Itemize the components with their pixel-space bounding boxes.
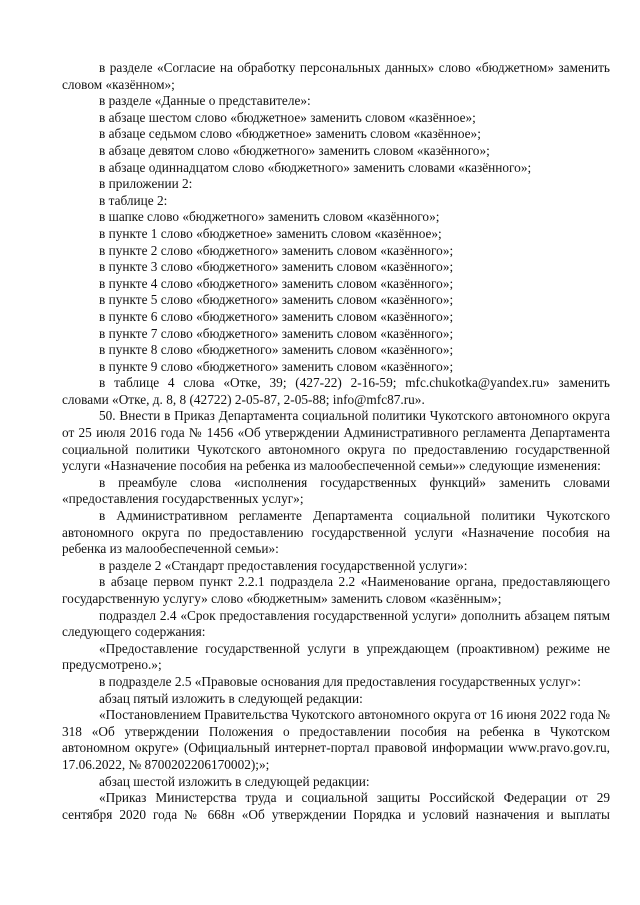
text-paragraph: «Приказ Министерства труда и социальной защиты Российской Федерации от 29 сентября 2020 года № 668н «Об утверждении Порядка и условий назначения и выплаты [62,790,610,822]
text-paragraph: в пункте 3 слово «бюджетного» заменить словом «казённого»; [99,259,454,275]
text-paragraph: «Предоставление государственной услуги в упреждающем (проактивном) режиме не предусмотрено.»; [62,640,610,673]
text-paragraph: в пункте 9 слово «бюджетного» заменить словом «казённого»; [99,358,454,374]
document-page [62,60,610,823]
text-paragraph: в пункте 5 слово «бюджетного» заменить словом «казённого»; [99,292,454,308]
text-paragraph: в абзаце первом пункт 2.2.1 подраздела 2.2 «Наименование органа, предоставляющего государственную услугу» слово «бюджетным» заменить словом «казённым»; [62,574,610,606]
text-paragraph: в абзаце шестом слово «бюджетное» заменить словом «казённое»; [99,109,476,125]
text-paragraph: в пункте 2 слово «бюджетного» заменить словом «казённого»; [99,242,454,258]
text-paragraph: в шапке слово «бюджетного» заменить словом «казённого»; [99,209,440,225]
text-paragraph: в Административном регламенте Департамента социальной политики Чукотского автономного округа по предоставлению государственной услуги «Назначение пособия на ребенка из малообеспеченной семьи»: [62,508,610,557]
text-paragraph: в пункте 8 слово «бюджетного» заменить словом «казённого»; [99,342,454,358]
text-paragraph: в таблице 4 слова «Отке, 39; (427-22) 2-16-59; mfc.chukotka@yandex.ru» заменить словами «Отке, д. 8, 8 (42722) 2-05-87, 2-05-88; info@mfc87.ru». [62,375,610,407]
text-paragraph: в разделе 2 «Стандарт предоставления государственной услуги»: [99,557,468,573]
text-paragraph: в подразделе 2.5 «Правовые основания для предоставления государственных услуг»: [99,673,581,689]
text-paragraph: в пункте 4 слово «бюджетного» заменить словом «казённого»; [99,275,454,291]
text-paragraph: в преамбуле слова «исполнения государственных функций» заменить словами «предоставления государственных услуг»; [62,474,610,507]
text-paragraph: в разделе «Данные о представителе»: [99,93,311,109]
text-paragraph: абзац шестой изложить в следующей редакции: [99,773,370,789]
text-paragraph: в пункте 7 слово «бюджетного» заменить словом «казённого»; [99,325,454,341]
text-paragraph: в пункте 1 слово «бюджетное» заменить словом «казённое»; [99,225,442,241]
text-paragraph: 50. Внести в Приказ Департамента социальной политики Чукотского автономного округа от 25 июля 2016 года № 1456 «Об утверждении Административного регламента Департамента социальной политики Чукотского автономного округа по предоставлению государственной услуги «Назначение пособия на ребенка из малообеспеченной семьи»» следующие изменения: [62,408,610,474]
text-paragraph: в таблице 2: [99,192,168,208]
text-paragraph: в абзаце одиннадцатом слово «бюджетного» заменить словами «казённого»; [99,159,532,175]
text-paragraph: подраздел 2.4 «Срок предоставления государственной услуги» дополнить абзацем пятым следующего содержания: [62,607,610,640]
text-paragraph: в абзаце девятом слово «бюджетного» заменить словом «казённого»; [99,142,490,158]
text-paragraph: «Постановлением Правительства Чукотского автономного округа от 16 июня 2022 года № 318 «Об утверждении Положения о предоставлении пособия на ребенка в Чукотском автономном округе» (Официальный интернет-портал правовой информации www.pravo.gov.ru, 17.06.2022, № 8700202206170002);»; [62,707,610,772]
text-paragraph: в пункте 6 слово «бюджетного» заменить словом «казённого»; [99,308,454,324]
text-paragraph: в разделе «Согласие на обработку персональных данных» слово «бюджетном» заменить словом «казённом»; [62,60,610,92]
text-paragraph: в приложении 2: [99,176,193,192]
text-paragraph: в абзаце седьмом слово «бюджетное» заменить словом «казённое»; [99,126,481,142]
text-paragraph: абзац пятый изложить в следующей редакции: [99,690,363,706]
